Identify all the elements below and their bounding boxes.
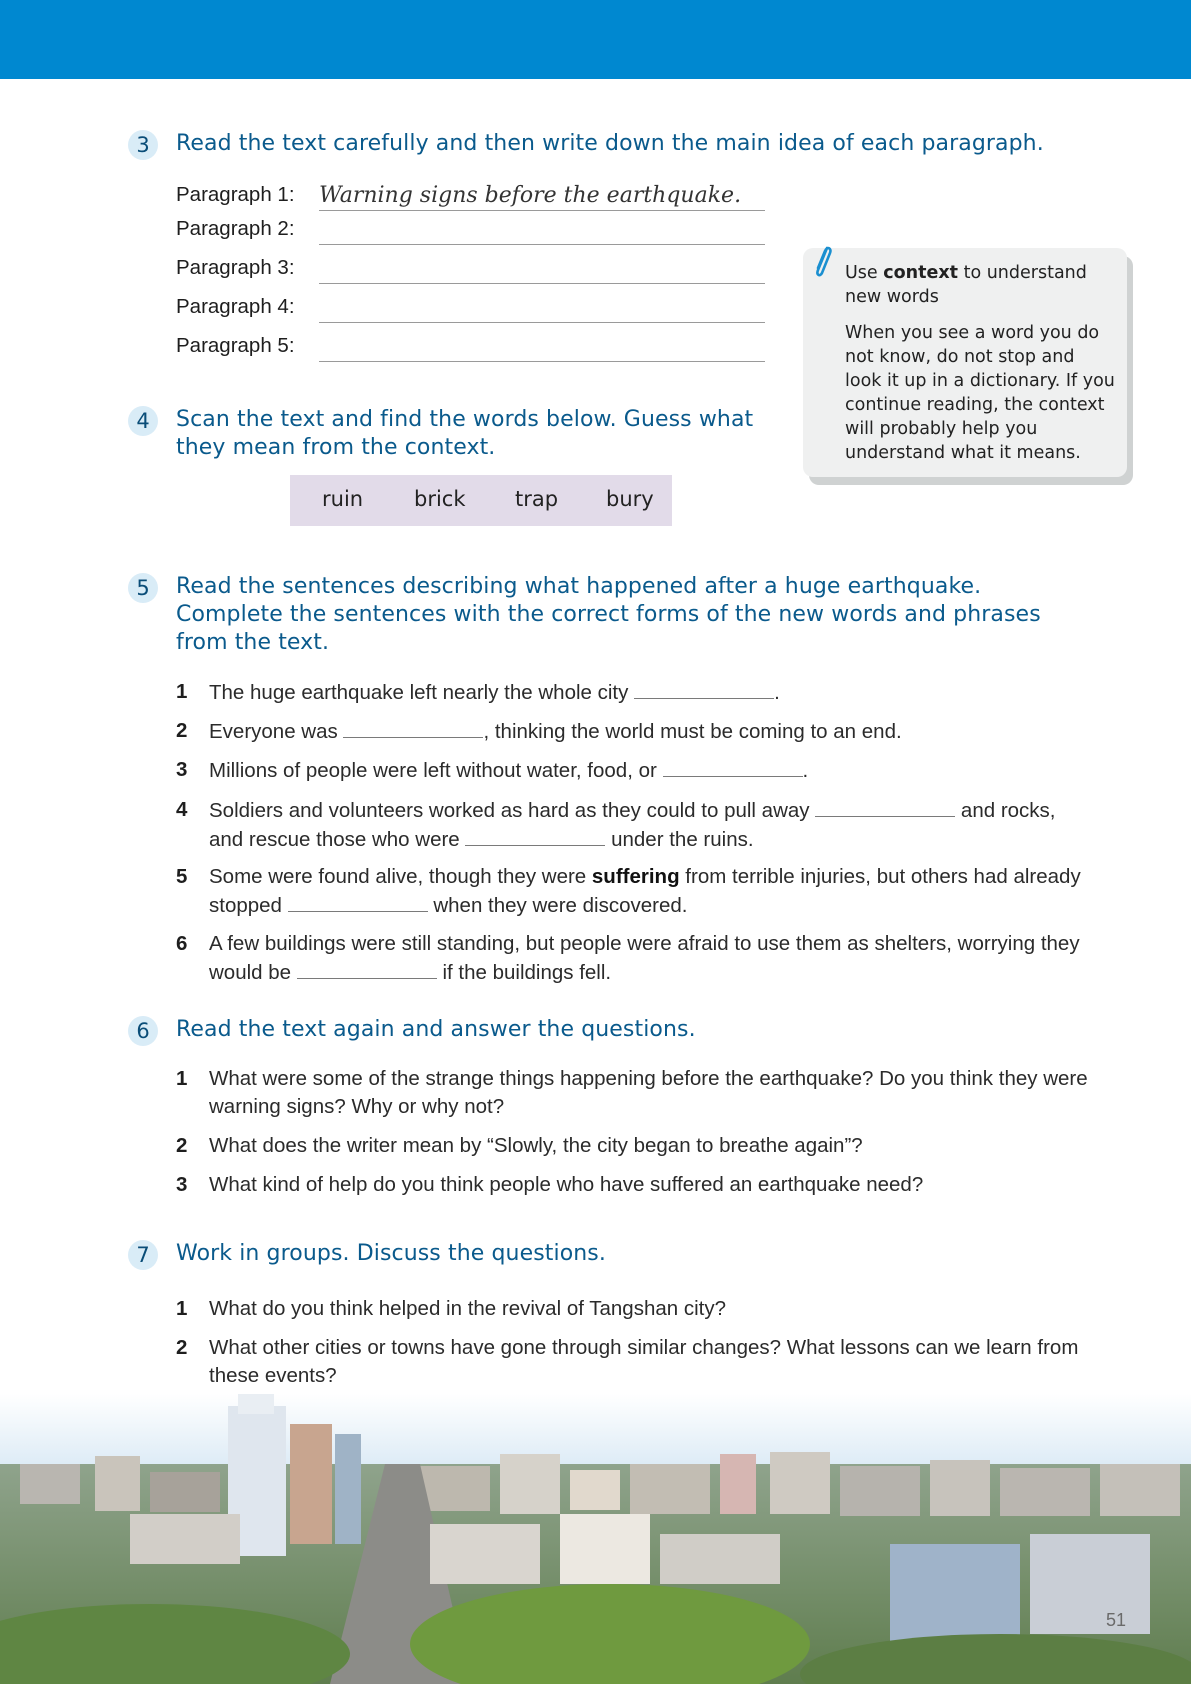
page-number: 51 [1106, 1610, 1127, 1630]
exercise-instruction-line: Scan the text and find the words below. Guess what [176, 407, 754, 432]
exercise-number-badge: 3 [128, 130, 158, 160]
tip-title: Use context to understand new words [845, 263, 1087, 307]
item-text: What do you think helped in the revival of Tangshan city? [209, 1297, 726, 1320]
paragraph-label: Paragraph 5: [176, 334, 295, 357]
exercise-instruction-line: Complete the sentences with the correct forms of the new words and phrases [176, 602, 1041, 627]
blank-field[interactable] [297, 958, 437, 979]
word-box [290, 475, 672, 526]
item-number: 4 [176, 798, 188, 821]
paragraph-label: Paragraph 1: [176, 183, 295, 206]
item-text: Some were found alive, though they were suffering from terrible injuries, but others had already stopped when they were discovered. [209, 865, 1081, 917]
handwritten-answer: Warning signs before the earthquake. [319, 183, 742, 208]
tip-box [803, 248, 1127, 477]
answer-field[interactable] [319, 331, 765, 362]
blank-field[interactable] [288, 891, 428, 912]
item-text: A few buildings were still standing, but people were afraid to use them as shelters, worrying they would be if the buildings fell. [209, 932, 1080, 984]
item-number: 2 [176, 719, 188, 742]
item-text: Everyone was , thinking the world must be coming to an end. [209, 717, 1089, 746]
item-text: What kind of help do you think people who have suffered an earthquake need? [209, 1173, 924, 1196]
answer-field[interactable] [319, 253, 765, 284]
item-number: 1 [176, 1297, 188, 1320]
blank-field[interactable] [634, 678, 774, 699]
blank-field[interactable] [815, 796, 955, 817]
item-number: 6 [176, 932, 188, 955]
item-number: 1 [176, 680, 188, 703]
answer-field[interactable] [319, 214, 765, 245]
blank-field[interactable] [663, 756, 803, 777]
word-chip: brick [414, 487, 466, 511]
exercise-instruction-line: Read the sentences describing what happened after a huge earthquake. [176, 574, 982, 599]
exercise-instruction: Read the text carefully and then write down the main idea of each paragraph. [176, 131, 1044, 156]
paragraph-label: Paragraph 4: [176, 295, 295, 318]
item-text: What other cities or towns have gone through similar changes? What lessons can we learn from these events? [209, 1336, 1079, 1387]
item-number: 2 [176, 1336, 188, 1359]
exercise-number-badge: 6 [128, 1016, 158, 1046]
paperclip-icon [810, 242, 836, 282]
item-number: 3 [176, 758, 188, 781]
item-text: The huge earthquake left nearly the whole city . [209, 678, 1089, 707]
item-number: 5 [176, 865, 188, 888]
exercise-number-badge: 7 [128, 1240, 158, 1270]
city-skyline-photo [0, 1394, 1191, 1684]
header-bar [0, 0, 1191, 79]
word-chip: ruin [322, 487, 364, 511]
exercise-instruction: Work in groups. Discuss the questions. [176, 1241, 606, 1266]
exercise-number-badge: 5 [128, 573, 158, 603]
paragraph-label: Paragraph 3: [176, 256, 295, 279]
exercise-number-badge: 4 [128, 406, 158, 436]
exercise-instruction: Read the text again and answer the questions. [176, 1017, 696, 1042]
tip-body: When you see a word you do not know, do not stop and look it up in a dictionary. If you continue reading, the context will probably help you understand what it means. [845, 323, 1115, 463]
answer-field[interactable] [319, 292, 765, 323]
item-text: Soldiers and volunteers worked as hard as they could to pull away and rocks, and rescue those who were under the ruins. [209, 796, 1089, 854]
exercise-instruction-line: from the text. [176, 630, 330, 655]
blank-field[interactable] [343, 717, 483, 738]
item-number: 2 [176, 1134, 188, 1157]
paragraph-label: Paragraph 2: [176, 217, 295, 240]
word-chip: trap [515, 487, 559, 511]
item-text: What does the writer mean by “Slowly, the city began to breathe again”? [209, 1134, 863, 1157]
item-number: 1 [176, 1067, 188, 1090]
item-text: What were some of the strange things happening before the earthquake? Do you think they were warning signs? Why or why not? [209, 1067, 1088, 1118]
item-text: Millions of people were left without water, food, or . [209, 756, 1089, 785]
blank-field[interactable] [465, 825, 605, 846]
exercise-instruction-line: they mean from the context. [176, 435, 496, 460]
word-chip: bury [606, 487, 654, 511]
item-number: 3 [176, 1173, 188, 1196]
